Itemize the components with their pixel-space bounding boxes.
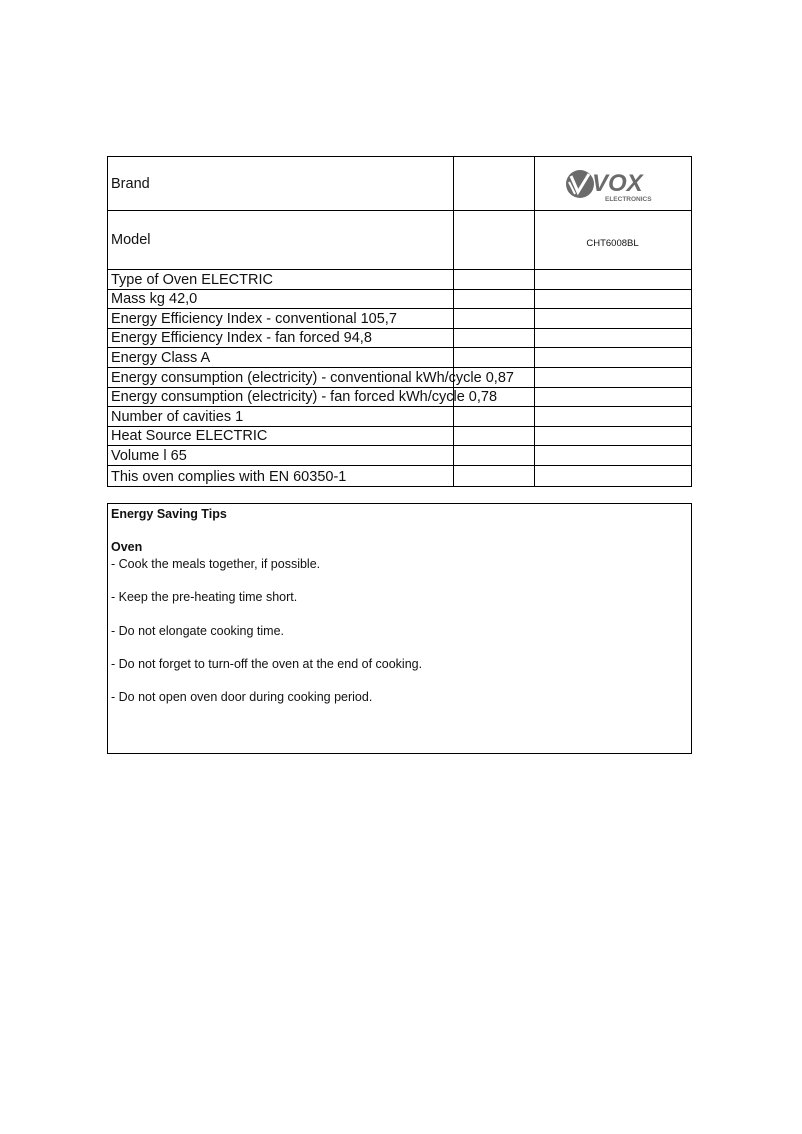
spec-text: Type of Oven ELECTRIC: [111, 271, 273, 288]
spec-row: [108, 407, 691, 427]
spec-text: Energy Efficiency Index - conventional 105,7: [111, 310, 397, 327]
spec-row: [108, 348, 691, 368]
model-row: [108, 211, 691, 270]
tip-item: - Do not forget to turn-off the oven at the end of cooking.: [111, 657, 423, 671]
spec-row: [108, 270, 691, 290]
tips-title: Energy Saving Tips: [111, 507, 227, 521]
spec-row: [108, 309, 691, 329]
brand-row: [108, 157, 691, 211]
energy-label-table: [107, 156, 692, 487]
spec-row: [108, 329, 691, 349]
spec-text: Number of cavities 1: [111, 408, 244, 425]
spec-text: Heat Source ELECTRIC: [111, 428, 268, 445]
spec-row: [108, 446, 691, 466]
vox-logo-icon: [565, 164, 661, 204]
tip-item: - Do not open oven door during cooking period.: [111, 690, 373, 704]
spec-row: [108, 290, 691, 310]
tips-section: Oven: [111, 540, 143, 554]
brand-label: Brand: [111, 175, 150, 192]
spec-row: [108, 388, 691, 408]
spec-row: [108, 368, 691, 388]
spec-text: Energy Class A: [111, 349, 211, 366]
spec-text: This oven complies with EN 60350-1: [111, 468, 347, 485]
spec-row: [108, 427, 691, 447]
tip-item: - Keep the pre-heating time short.: [111, 590, 298, 604]
spec-row: [108, 466, 691, 486]
spec-text: Mass kg 42,0: [111, 291, 198, 308]
tip-item: - Do not elongate cooking time.: [111, 624, 285, 638]
logo-text: VOX: [591, 169, 643, 197]
model-value: CHT6008BL: [586, 237, 639, 249]
model-label: Model: [111, 232, 151, 248]
vox-logo: [534, 157, 691, 210]
logo-subtext: ELECTRONICS: [604, 195, 652, 203]
spec-text: Volume l 65: [111, 447, 187, 464]
spec-text: Energy Efficiency Index - fan forced 94,8: [111, 330, 372, 347]
tip-item: - Cook the meals together, if possible.: [111, 557, 321, 571]
spec-text: Energy consumption (electricity) - conventional kWh/cycle 0,87: [111, 369, 514, 386]
spec-text: Energy consumption (electricity) - fan forced kWh/cycle 0,78: [111, 389, 498, 406]
energy-saving-tips: [107, 503, 692, 754]
